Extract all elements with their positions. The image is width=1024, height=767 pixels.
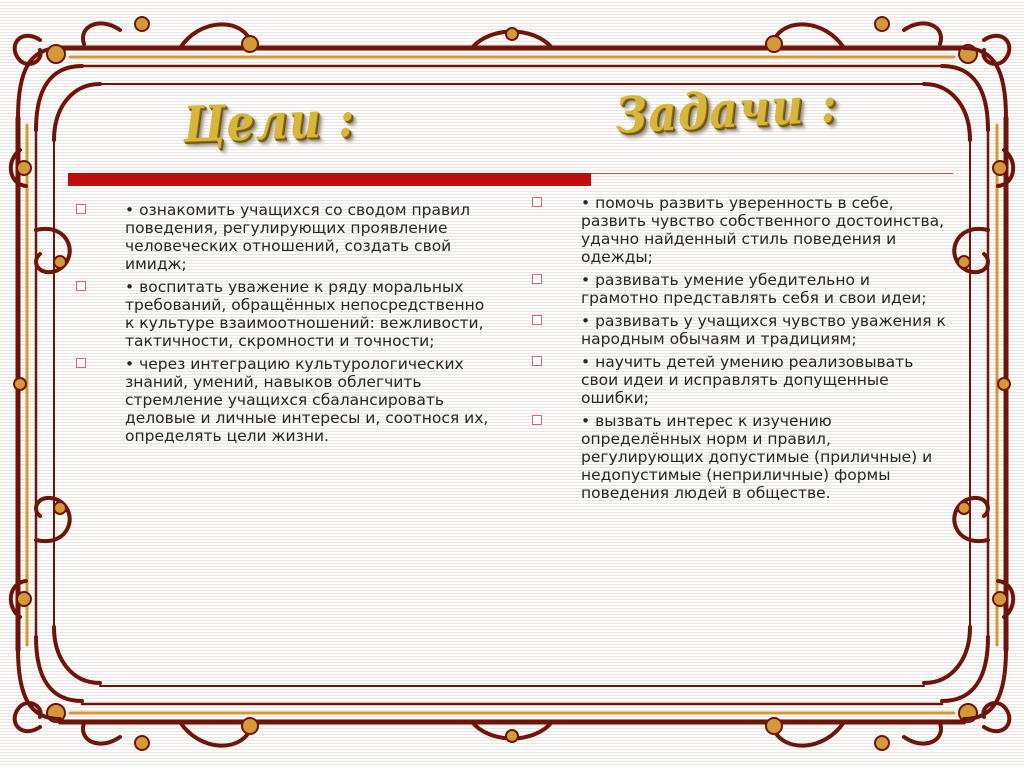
task-item	[532, 194, 950, 266]
task-item	[532, 412, 950, 502]
square-bullet-icon	[76, 204, 86, 214]
tasks-heading: Задачи :	[614, 76, 840, 146]
task-item	[532, 271, 950, 307]
square-bullet-icon	[532, 197, 542, 207]
task-text: • развивать умение убедительно и грамотно представлять себя и свои идеи;	[581, 271, 927, 307]
section-divider	[68, 173, 591, 186]
goals-list	[76, 201, 496, 450]
task-item	[532, 353, 950, 407]
goal-item	[76, 201, 496, 273]
square-bullet-icon	[76, 281, 86, 291]
tasks-list	[532, 194, 950, 507]
goal-text: • через интеграцию культурологических знаний, умений, навыков облегчить стремление учащихся сбалансировать деловые и личные интересы и, соотнося их, определять цели жизни.	[125, 355, 489, 445]
goal-item	[76, 278, 496, 350]
task-item	[532, 312, 950, 348]
task-text: • развивать у учащихся чувство уважения к народным обычаям и традициям;	[581, 312, 946, 348]
goal-item	[76, 355, 496, 445]
goal-text: • ознакомить учащихся со сводом правил поведения, регулирующих проявление человеческих отношений, создать свой имидж;	[125, 201, 471, 273]
square-bullet-icon	[76, 358, 86, 368]
square-bullet-icon	[532, 356, 542, 366]
task-text: • научить детей умению реализовывать свои идеи и исправлять допущенные ошибки;	[581, 353, 914, 407]
square-bullet-icon	[532, 315, 542, 325]
goal-text: • воспитать уважение к ряду моральных требований, обращённых непосредственно к культуре взаимоотношений: вежливости, тактичности, скромности и точности;	[125, 278, 485, 350]
task-text: • вызвать интерес к изучению определённых норм и правил, регулирующих допустимые (приличные) и недопустимые (неприличные) формы поведения людей в обществе.	[581, 412, 933, 502]
square-bullet-icon	[532, 274, 542, 284]
goals-heading: Цели :	[182, 90, 357, 155]
task-text: • помочь развить уверенность в себе, развить чувство собственного достоинства, удачно найденный стиль поведения и одежды;	[581, 194, 945, 266]
square-bullet-icon	[532, 415, 542, 425]
section-divider-thin	[591, 173, 953, 174]
